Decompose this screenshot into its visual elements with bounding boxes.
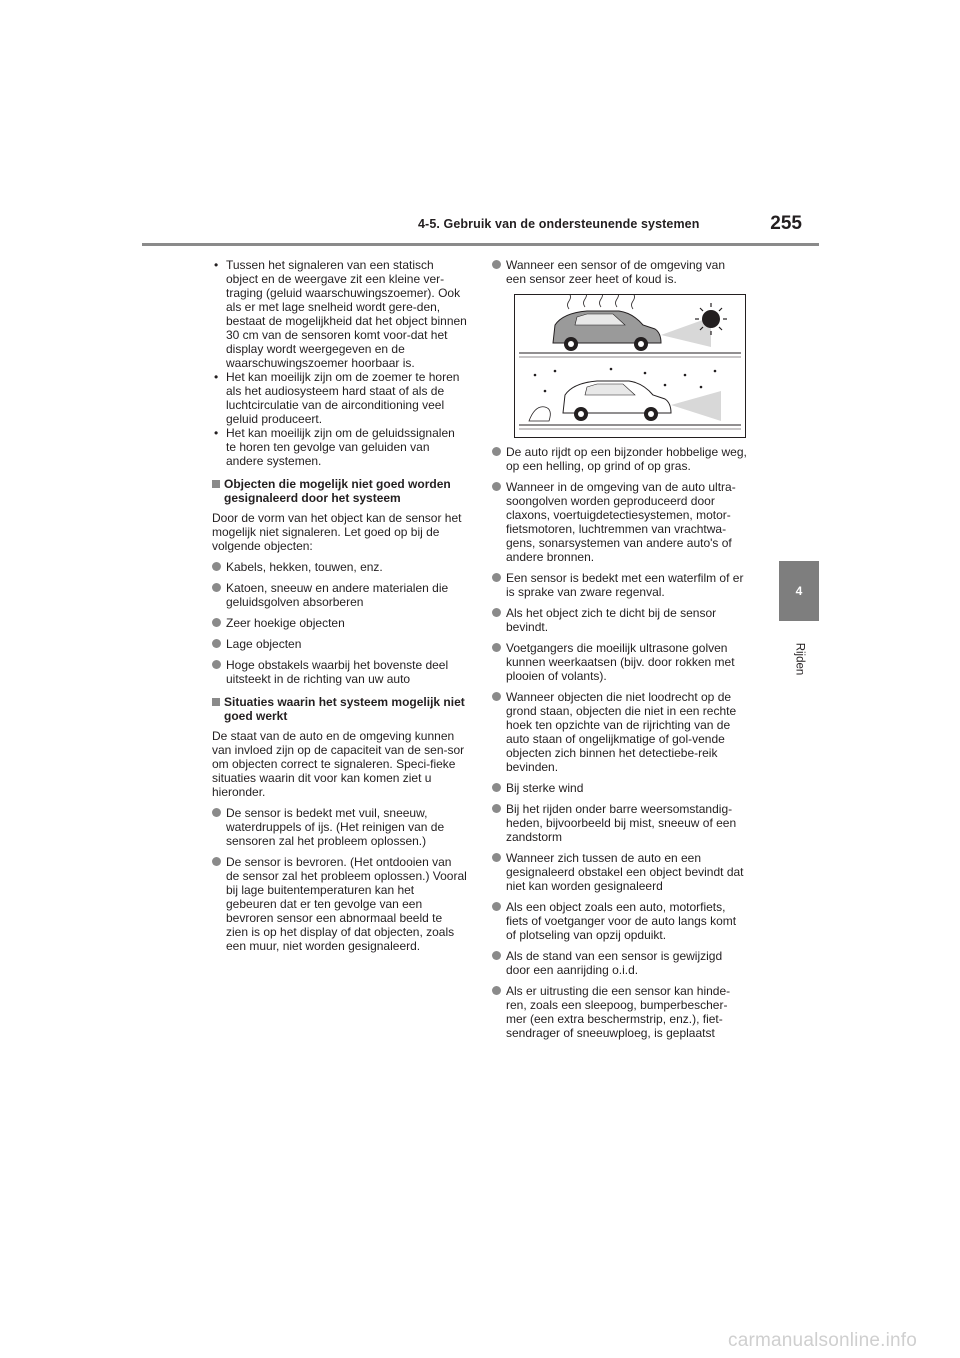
list-item-text: Katoen, sneeuw en andere materialen die geluidsgolven absorberen	[226, 581, 449, 609]
round-bullet-icon	[212, 562, 221, 571]
list-item	[212, 616, 467, 630]
list-item-text: Voetgangers die moeilijk ultrasone golven kunnen weerkaatsen (bijv. door rokken met plooien of volants).	[506, 641, 735, 683]
list-item-text: Als het object zich te dicht bij de sensor bevindt.	[506, 606, 717, 634]
list-item-text: Wanneer een sensor of de omgeving van een sensor zeer heet of koud is.	[506, 258, 726, 286]
list-item	[212, 855, 467, 953]
watermark: carmanualsonline.info	[728, 1330, 918, 1351]
list-item-text: Als een object zoals een auto, motorfiets, fiets of voetganger voor de auto langs komt of plotseling van opzij opduikt.	[506, 900, 737, 942]
round-bullet-icon	[492, 608, 501, 617]
list-item	[492, 641, 747, 683]
hot-car-icon	[553, 311, 661, 351]
round-bullet-icon	[492, 986, 501, 995]
round-bullet-icon	[492, 692, 501, 701]
round-bullet-icon	[212, 660, 221, 669]
round-bullet-icon	[492, 482, 501, 491]
dash-bullet-icon: •	[214, 426, 219, 440]
cold-car-icon	[563, 381, 671, 421]
chapter-tab: 4	[779, 561, 819, 621]
dash-bullet-icon: •	[214, 370, 219, 384]
square-bullet-icon	[212, 480, 220, 488]
round-bullet-icon	[212, 618, 221, 627]
dash-bullet-icon: •	[214, 258, 219, 272]
list-item-text: Lage objecten	[226, 637, 302, 651]
list-item	[492, 949, 747, 977]
list-item-text: Een sensor is bedekt met een waterfilm of er is sprake van zware regenval.	[506, 571, 744, 599]
dash-item-text: Het kan moeilijk zijn om de geluidssignalen te horen ten gevolge van geluiden van andere systemen.	[226, 426, 455, 468]
body-paragraph: De staat van de auto en de omgeving kunnen van invloed zijn op de capaciteit van de sen-sor om objecten correct te signaleren. Speci-fieke situaties waarin dit voor kan komen ziet u hieronder.	[212, 729, 465, 799]
dash-item	[212, 370, 467, 426]
round-bullet-icon	[212, 583, 221, 592]
round-bullet-icon	[492, 573, 501, 582]
list-item	[492, 571, 747, 599]
header-divider	[142, 243, 819, 246]
list-item-text: De sensor is bedekt met vuil, sneeuw, waterdruppels of ijs. (Het reinigen van de sensoren zal het probleem oplossen.)	[226, 806, 445, 848]
list-item	[212, 806, 467, 848]
list-item	[212, 581, 467, 609]
list-item	[492, 606, 747, 634]
list-item	[492, 984, 747, 1040]
dash-item-text: Het kan moeilijk zijn om de zoemer te horen als het audiosysteem hard staat of als de luchtcirculatie van de airconditioning veel geluid produceert.	[226, 370, 460, 426]
list-item-text: De auto rijdt op een bijzonder hobbelige weg, op een helling, op grind of op gras.	[506, 445, 747, 473]
section-title: 4-5. Gebruik van de ondersteunende systemen	[418, 217, 700, 231]
list-item-text: Zeer hoekige objecten	[226, 616, 345, 630]
list-item-text: Wanneer zich tussen de auto en een gesignaleerd obstakel een object bevindt dat niet kan worden gesignaleerd	[506, 851, 744, 893]
list-item	[212, 637, 467, 651]
dash-item	[212, 258, 467, 370]
list-item-text: Bij sterke wind	[506, 781, 584, 795]
list-item-text: Wanneer in de omgeving van de auto ultra-soongolven worden geproduceerd door claxons, voertuigdetectiesystemen, motor-fietsmotoren, luchtremmen van vrachtwa-gens, sonarsystemen van andere auto's of andere bronnen.	[506, 480, 736, 564]
list-item	[492, 690, 747, 774]
list-item	[492, 480, 747, 564]
list-item	[492, 781, 747, 795]
dash-item-text: Tussen het signaleren van een statisch object en de weergave zit een kleine ver-traging (geluid waarschuwingszoemer). Ook als er met lage snelheid wordt gere-den, bestaat de mogelijkheid dat het object binnen 30 cm van de sensoren komt voor-dat het display wordt weergegeven en de waarschuwingszoemer hoorbaar is.	[226, 258, 467, 370]
illustration-svg	[515, 295, 745, 437]
list-item	[492, 900, 747, 942]
round-bullet-icon	[212, 857, 221, 866]
section-heading-text: Objecten die mogelijk niet goed worden gesignaleerd door het systeem	[224, 477, 451, 505]
list-item-text: Hoge obstakels waarbij het bovenste deel uitsteekt in de richting van uw auto	[226, 658, 449, 686]
round-bullet-icon	[492, 783, 501, 792]
section-heading	[212, 477, 467, 505]
round-bullet-icon	[492, 643, 501, 652]
left-column	[212, 258, 467, 953]
chapter-label-text: Rijden	[792, 642, 805, 676]
list-item-text: Als de stand van een sensor is gewijzigd door een aanrijding o.i.d.	[506, 949, 723, 977]
list-item-text: Kabels, hekken, touwen, enz.	[226, 560, 383, 574]
list-item	[492, 258, 747, 286]
temperature-illustration	[514, 294, 746, 438]
list-item	[212, 560, 467, 574]
round-bullet-icon	[212, 639, 221, 648]
round-bullet-icon	[492, 804, 501, 813]
round-bullet-icon	[492, 447, 501, 456]
list-item-text: De sensor is bevroren. (Het ontdooien van de sensor zal het probleem oplossen.) Vooral bij lage buitentemperaturen kan het gebeuren dat er ten gevolge van een bevroren sensor een abnormaal beeld te zien is op het display of dat objecten, zoals een muur, niet worden gesignaleerd.	[226, 855, 467, 953]
list-item-text: Wanneer objecten die niet loodrecht op de grond staan, objecten die niet in een rechte hoek ten opzichte van de rijrichting van de auto staan of ongelijkmatige of gol-vende objecten zich binnen het detectiebe-reik bevinden.	[506, 690, 737, 774]
section-heading	[212, 695, 467, 723]
list-item	[212, 658, 467, 686]
round-bullet-icon	[492, 853, 501, 862]
list-item-text: Als er uitrusting die een sensor kan hinde-ren, zoals een sleepoog, bumperbescher-mer (een extra beschermstrip, enz.), fiet-sendrager of sneeuwploeg, is geplaatst	[506, 984, 731, 1040]
square-bullet-icon	[212, 698, 220, 706]
round-bullet-icon	[492, 260, 501, 269]
right-column	[492, 258, 747, 1040]
chapter-label	[779, 624, 819, 694]
list-item	[492, 445, 747, 473]
list-item	[492, 802, 747, 844]
round-bullet-icon	[492, 951, 501, 960]
page-number: 255	[770, 213, 802, 234]
dash-item	[212, 426, 467, 468]
round-bullet-icon	[492, 902, 501, 911]
list-item	[492, 851, 747, 893]
list-item-text: Bij het rijden onder barre weersomstandig-heden, bijvoorbeeld bij mist, sneeuw of een zandstorm	[506, 802, 737, 844]
body-paragraph: Door de vorm van het object kan de sensor het mogelijk niet signaleren. Let goed op bij de volgende objecten:	[212, 511, 462, 553]
section-heading-text: Situaties waarin het systeem mogelijk niet goed werkt	[224, 695, 465, 723]
round-bullet-icon	[212, 808, 221, 817]
